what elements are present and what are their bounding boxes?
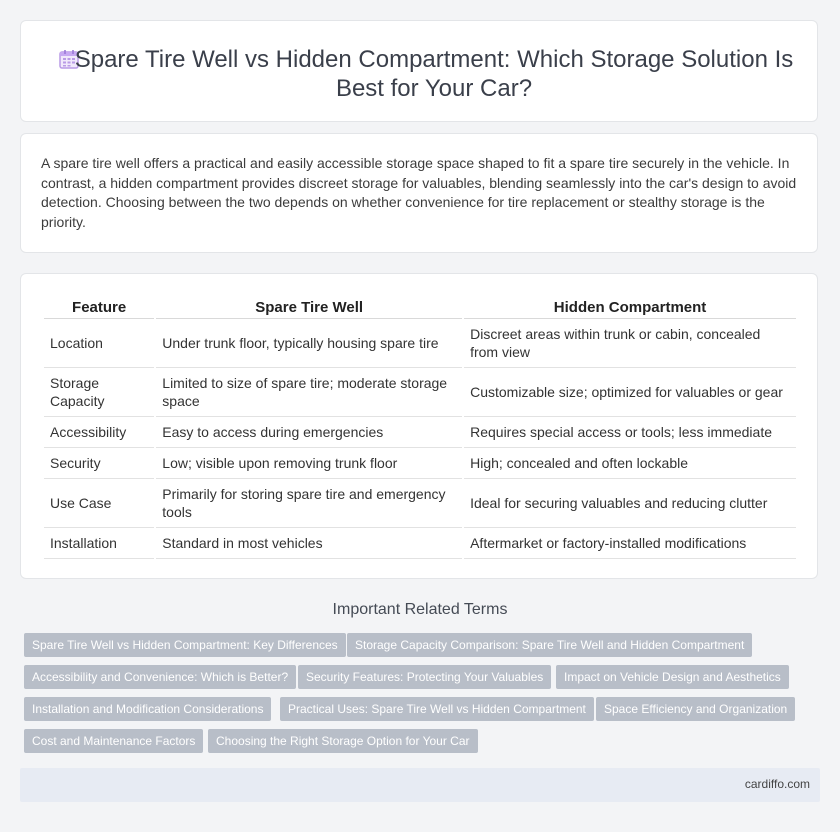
table-row <box>44 448 796 479</box>
table-row <box>44 417 796 448</box>
table-cell: Use Case <box>44 479 154 528</box>
table-row <box>44 319 796 368</box>
intro-paragraph: A spare tire well offers a practical and easily accessible storage space shaped to fit a spare tire securely in the vehicle. In contrast, a hidden compartment provides discreet storage for valuables, blending seamlessly into the car's design to avoid detection. Choosing between the two depends on whether convenience for tire replacement or stealthy storage is the priority. <box>41 155 797 230</box>
related-term-tag[interactable]: Space Efficiency and Organization <box>596 697 795 721</box>
title-card <box>20 20 818 122</box>
related-term-tag[interactable]: Security Features: Protecting Your Valuables <box>298 665 551 689</box>
table-row <box>44 528 796 559</box>
table-cell: High; concealed and often lockable <box>464 448 796 479</box>
header-hidden-compartment: Hidden Compartment <box>464 296 796 319</box>
table-cell: Storage Capacity <box>44 368 154 417</box>
table-row <box>44 368 796 417</box>
header-feature: Feature <box>44 296 154 319</box>
comparison-table-card <box>20 273 818 579</box>
footer-site-link[interactable]: cardiffo.com <box>744 777 810 791</box>
table-cell: Discreet areas within trunk or cabin, concealed from view <box>464 319 796 368</box>
related-term-tag[interactable]: Accessibility and Convenience: Which is Better? <box>24 665 296 689</box>
table-cell: Under trunk floor, typically housing spare tire <box>156 319 462 368</box>
table-cell: Security <box>44 448 154 479</box>
intro-card <box>20 133 818 253</box>
related-term-tag[interactable]: Storage Capacity Comparison: Spare Tire Well and Hidden Compartment <box>347 633 752 657</box>
related-term-tag[interactable]: Choosing the Right Storage Option for Your Car <box>208 729 478 753</box>
header-spare-tire-well: Spare Tire Well <box>156 296 462 319</box>
table-cell: Limited to size of spare tire; moderate storage space <box>156 368 462 417</box>
related-term-tag[interactable]: Practical Uses: Spare Tire Well vs Hidden Compartment <box>280 697 594 721</box>
table-cell: Location <box>44 319 154 368</box>
page-title: Spare Tire Well vs Hidden Compartment: Which Storage Solution Is Best for Your Car? <box>74 46 794 102</box>
table-cell: Aftermarket or factory-installed modifications <box>464 528 796 559</box>
related-term-tag[interactable]: Installation and Modification Considerations <box>24 697 271 721</box>
related-terms-heading: Important Related Terms <box>332 601 508 618</box>
table-cell: Ideal for securing valuables and reducing clutter <box>464 479 796 528</box>
footer <box>20 768 820 802</box>
table-row <box>44 479 796 528</box>
table-cell: Standard in most vehicles <box>156 528 462 559</box>
table-cell: Primarily for storing spare tire and emergency tools <box>156 479 462 528</box>
related-term-tag[interactable]: Spare Tire Well vs Hidden Compartment: Key Differences <box>24 633 346 657</box>
comparison-table <box>42 296 798 559</box>
related-term-tag[interactable]: Cost and Maintenance Factors <box>24 729 203 753</box>
table-cell: Installation <box>44 528 154 559</box>
related-term-tag[interactable]: Impact on Vehicle Design and Aesthetics <box>556 665 789 689</box>
table-cell: Requires special access or tools; less immediate <box>464 417 796 448</box>
table-cell: Low; visible upon removing trunk floor <box>156 448 462 479</box>
table-header-row <box>44 296 796 319</box>
table-cell: Easy to access during emergencies <box>156 417 462 448</box>
table-cell: Customizable size; optimized for valuables or gear <box>464 368 796 417</box>
table-cell: Accessibility <box>44 417 154 448</box>
